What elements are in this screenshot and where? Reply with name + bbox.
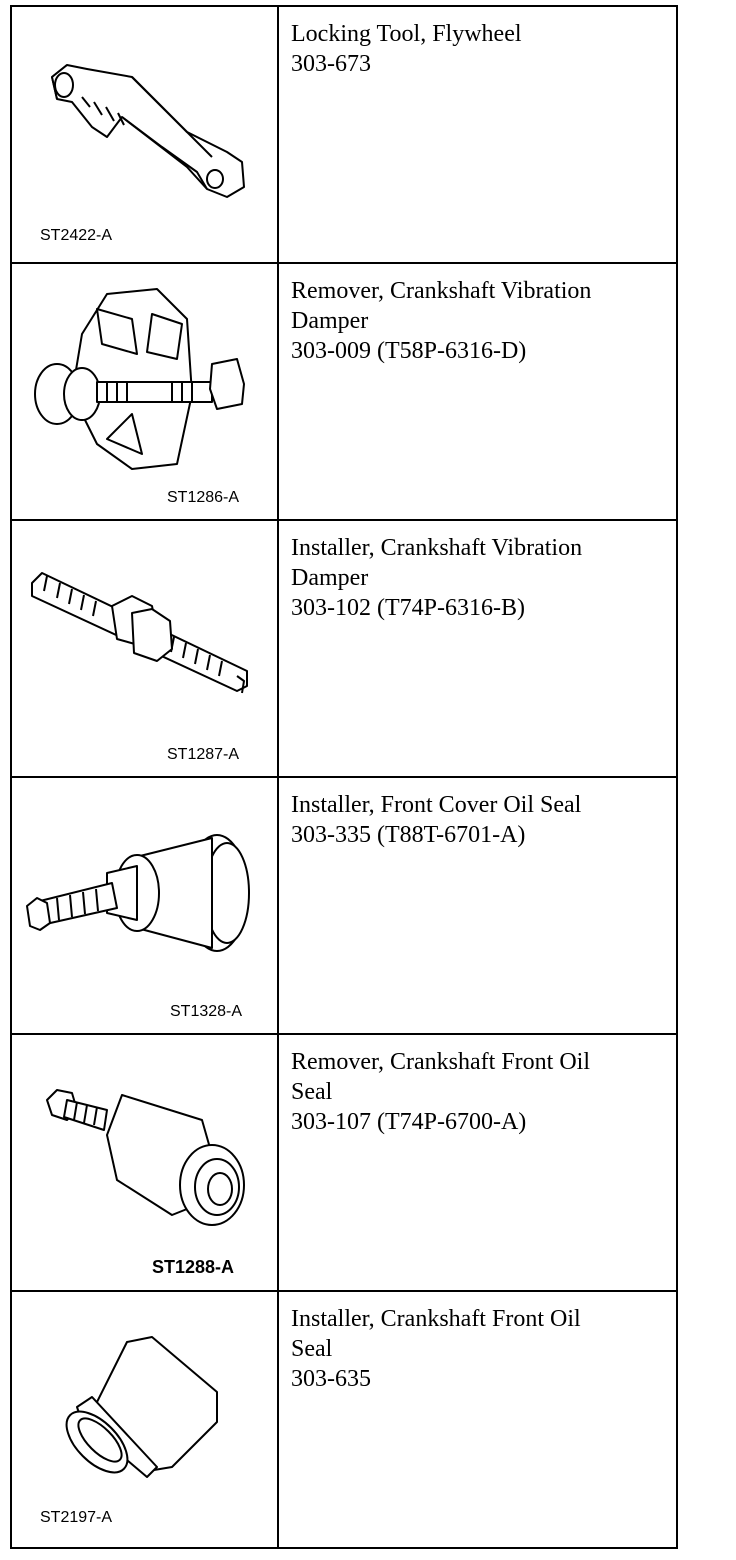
figure-id: ST1328-A [170,1003,243,1020]
tool-name-continued: Seal [291,1336,333,1362]
tool-name-continued: Seal [291,1079,333,1105]
tool-name: Installer, Crankshaft Vibration [291,535,583,561]
vibration-damper-remover-icon [12,264,277,519]
front-oil-seal-remover-icon [12,1035,277,1290]
tool-part-number: 303-009 (T58P-6316-D) [291,338,527,364]
tool-name: Installer, Front Cover Oil Seal [291,792,582,818]
tool-name: Remover, Crankshaft Front Oil [291,1049,590,1075]
tool-name: Remover, Crankshaft Vibration [291,278,592,304]
figure-id: ST1288-A [152,1257,235,1277]
table-row [11,263,677,520]
figure-id: ST2422-A [40,227,113,244]
table-row [11,777,677,1034]
tool-description-cell [278,263,677,520]
special-tools-table [10,5,678,1549]
tool-description-cell [278,520,677,777]
tool-part-number: 303-635 [291,1366,371,1392]
table-row [11,520,677,777]
tool-part-number: 303-107 (T74P-6700-A) [291,1109,527,1135]
front-cover-seal-installer-icon [12,778,277,1033]
tool-description-cell [278,1291,677,1548]
tool-description-cell [278,6,677,263]
figure-id: ST2197-A [40,1509,113,1526]
tool-part-number: 303-335 (T88T-6701-A) [291,822,526,848]
tool-image-cell [11,6,278,263]
tool-name: Locking Tool, Flywheel [291,21,522,47]
figure-id: ST1286-A [167,489,240,506]
tool-name-continued: Damper [291,308,369,334]
tool-image-cell [11,777,278,1034]
table-row [11,1034,677,1291]
tool-part-number: 303-673 [291,51,371,77]
vibration-damper-installer-icon [12,521,277,776]
tool-image-cell [11,1291,278,1548]
tool-name-continued: Damper [291,565,369,591]
table-row [11,1291,677,1548]
tool-description-cell [278,1034,677,1291]
tool-description-cell [278,777,677,1034]
tool-name: Installer, Crankshaft Front Oil [291,1306,581,1332]
tool-image-cell [11,520,278,777]
tool-part-number: 303-102 (T74P-6316-B) [291,595,525,621]
flywheel-locking-tool-icon [12,7,277,262]
tool-image-cell [11,263,278,520]
table-row [11,6,677,263]
figure-id: ST1287-A [167,746,240,763]
tool-image-cell [11,1034,278,1291]
